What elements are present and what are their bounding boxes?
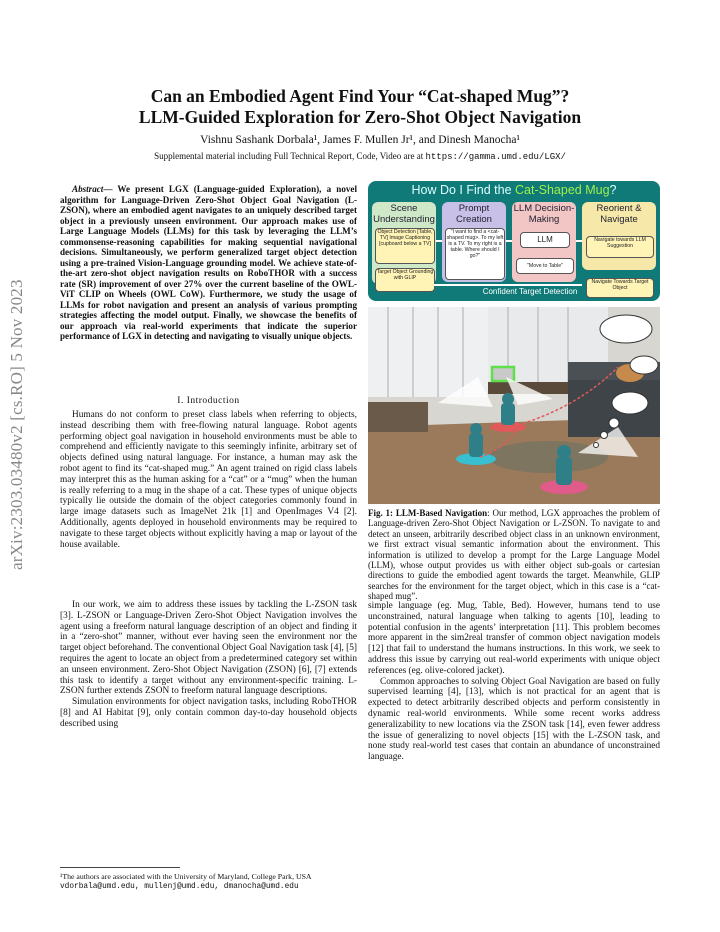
intro-paragraph-2 xyxy=(60,600,357,730)
abstract xyxy=(60,184,357,342)
navigate-llm-sub: Navigate towards LLM Suggestion xyxy=(586,236,654,258)
navigate-target-sub: Navigate Towards Target Object xyxy=(586,278,654,298)
photo-illustration xyxy=(368,307,660,504)
supplemental-note xyxy=(60,151,660,162)
caption-text: : Our method, LGX approaches the problem of Language-driven Zero-Shot Object Navigation or L-ZSON. To navigate to and detect an unseen, arbitrarily described object class in an unknown environment, we first extract visual semantic information about the environment. This information is utilized to develop a prompt for the Large Language Model (LLM), whose output provides us with either object sub-goals or cartesian directions to guide the embodied agent towards the target. Meanwhile, GLIP searches for the environment for the target object, which in this case is a “cat-shaped mug”. xyxy=(368,508,660,602)
authors: Vishnu Sashank Dorbala¹, James F. Mullen Jr¹, and Dinesh Manocha¹ xyxy=(200,134,520,146)
confident-detection-label: Confident Target Detection xyxy=(482,287,578,296)
footnote-emails[interactable]: vdorbala@umd.edu, mullenj@umd.edu, dmanocha@umd.edu xyxy=(60,883,299,892)
footnote xyxy=(60,872,357,892)
caption-label: Fig. 1: LLM-Based Navigation xyxy=(368,508,488,518)
right-p1-text: simple language (eg. Mug, Table, Bed). However, humans tend to use unconstrained, natural language when talking to agents [10], leading to potential confusion in the agents’ interpretation [11]. This problem becomes more apparent in the sim2real transfer of common object navigation models [12] that fail to understand the humans instructions. In this work, we seek to address this issue by carrying out real-world experiments with unique object references (eg. olive-colored jacket). xyxy=(368,601,660,676)
title-line-2: LLM-Guided Exploration for Zero-Shot Object Navigation xyxy=(138,107,582,127)
figure-title-highlight: Cat-Shaped Mug xyxy=(515,183,610,197)
title-line-1: Can an Embodied Agent Find Your “Cat-shaped Mug”? xyxy=(150,86,570,106)
intro-p3-text: Simulation environments for object navigation tasks, including RoboTHOR [8] and AI Habitat [9], only contain common day-to-day household objects described using xyxy=(60,697,357,729)
glip-grounding-sub: Target Object Grounding with GLIP xyxy=(375,268,435,292)
abstract-text: — We present LGX (Language-guided Exploration), a novel algorithm for Language-Driven Zero-Shot Object Goal Navigation (L-ZSON), where an embodied agent navigates to an uniquely described target object in a previously unseen environment. Our approach makes use of Large Language Models (LLMs) for this task by leveraging the LLM’s commonsense-reasoning capabilities for making sequential navigational decisions. Simultaneously, we perform generalized target object detection using a pre-trained Vision-Language grounding model. We achieve state-of-the-art zero-shot object navigation results on RoboTHOR with a success rate (SR) improvement of over 27% over the current baseline of the OWL-ViT CLIP on Wheels (OWL CoW). Furthermore, we study the usage of LLMs for robot navigation and present an analysis of various prompting strategies affecting the model output. Finally, we showcase the benefits of our approach via real-world experiments that indicate the superior performance of LGX in detecting and navigating to visually unique objects. xyxy=(60,184,357,341)
supplemental-prefix: Supplemental material including Full Technical Report, Code, Video are at xyxy=(154,151,426,161)
right-column-text xyxy=(368,601,660,763)
footnote-rule xyxy=(60,867,180,868)
prompt-creation-title: Prompt Creation xyxy=(456,203,492,225)
intro-paragraph-1 xyxy=(60,410,357,550)
supplemental-url[interactable]: https://gamma.umd.edu/LGX/ xyxy=(425,152,566,162)
living-room-photo xyxy=(368,307,660,504)
right-p2-text: Common approaches to solving Object Goal Navigation are based on fully supervised learning [4], [13], which is not practical for an agent that is expected to detect arbitrarily described objects and perform consistently in dynamic real-world environments. While some recent works address generalizability to new locations via the ZSON task [14], even fewer address the issue of generalizing to novel objects [15] with the L-ZSON task, and none study real-world test cases that contain an abundance of unconstrained language. xyxy=(368,676,660,763)
target-detection-box xyxy=(492,367,514,381)
abstract-label: Abstract xyxy=(72,184,104,194)
prompt-text-sub: "I want to find a <cat-shaped mug>. To my left is a TV. To my right is a table. Where should I go?" xyxy=(445,228,505,280)
arxiv-stamp: arXiv:2303.03480v2 [cs.RO] 5 Nov 2023 xyxy=(7,279,26,570)
figure-title-suffix: ? xyxy=(609,183,617,197)
paper-title xyxy=(60,86,660,128)
left-furniture xyxy=(368,402,428,432)
intro-p2-text: In our work, we aim to address these issues by tackling the L-ZSON task [3]. L-ZSON or Language-Driven Zero-Shot Object Navigation involves the agent using a freeform natural language description of an object and finding it in a “zero-shot” manner, without ever having seen the environment nor the target object beforehand. The conventional Object Goal Navigation task [4], [5] requires the agent to locate an object from a predetermined category set within an unseen environment. Zero-Shot Object Navigation (ZSON) [6], [7] extends this task to identify a target without any environment-specific training. L-ZSON further extends ZSON to freeform natural language descriptions. xyxy=(60,600,357,697)
scene-understanding-title: Scene Understanding xyxy=(373,203,435,225)
reorient-navigate-title: Reorient & Navigate xyxy=(596,203,642,225)
section-heading-introduction: I. Introduction xyxy=(177,396,240,406)
figure-title-prefix: How Do I Find the xyxy=(411,183,516,197)
footnote-text: ¹The authors are associated with the University of Maryland, College Park, USA xyxy=(60,872,312,881)
intro-p1-text: Humans do not conform to preset class labels when referring to objects, instead describing them with free-flowing natural language. Robot agents performing object goal navigation in household environments must be able to comprehend and efficiently navigate to this seemingly infinite, arbitrary set of objects defined using natural language. For instance, a human may ask the robot agent to find its “cat-shaped mug.” An agent trained on rigid class labels may interpret this as the human asking for a “cat” or a “mug” when the human is really referring to a mug in the shape of a cat. These types of unique objects typically lie outside the domain of the object categories commonly found in large image datasets such as ImageNet 21k [1] and OpenImages V4 [2]. Additionally, agents deployed in household environments may be required to navigate to these target objects without explicitly having a map or layout of the house available. xyxy=(60,410,357,550)
move-to-table-sub: "Move to Table" xyxy=(516,258,574,274)
llm-sub: LLM xyxy=(520,232,570,248)
pipeline-arrows xyxy=(368,181,660,301)
object-detection-sub: Object Detection [Table, TV] Image Captioning [cupboard below a TV] xyxy=(375,228,435,264)
llm-decision-title: LLM Decision-Making xyxy=(513,203,575,225)
figure-caption xyxy=(368,508,660,602)
